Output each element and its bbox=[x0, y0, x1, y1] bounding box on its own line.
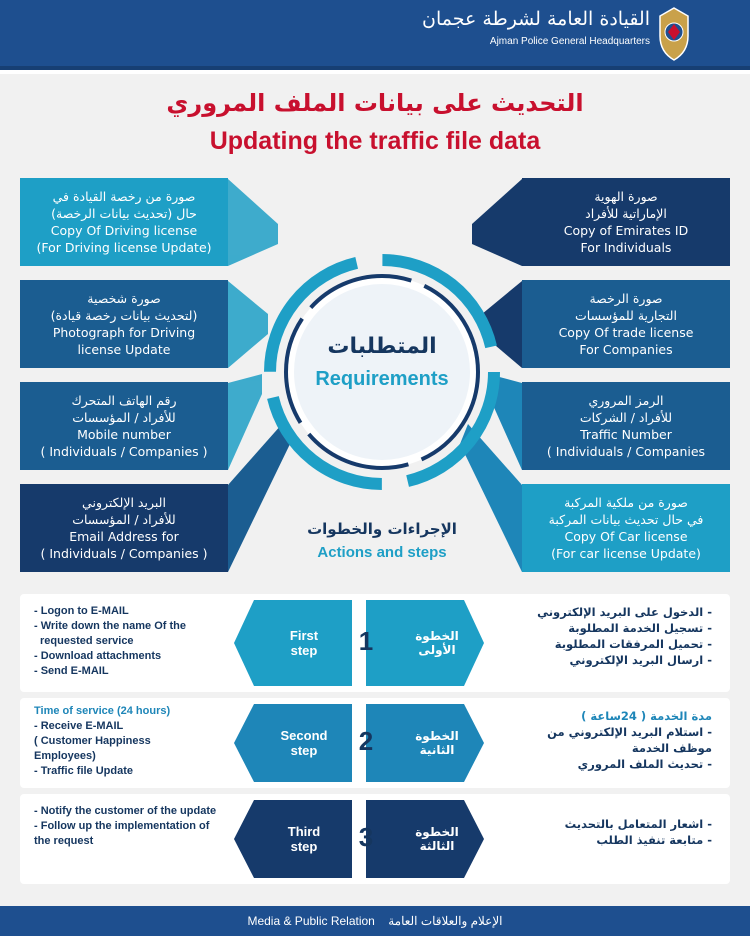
police-emblem-icon bbox=[656, 6, 692, 62]
step-label-line: First bbox=[289, 628, 319, 643]
req-text-ar: للأفراد / المؤسسات bbox=[72, 410, 176, 425]
step-label-line: step bbox=[290, 643, 318, 658]
step-line: - Notify the customer of the update bbox=[34, 805, 217, 817]
req-text-en: Copy of Emirates ID bbox=[563, 223, 689, 238]
requirement-traffic-number bbox=[522, 382, 730, 470]
step-card bbox=[20, 594, 730, 692]
page-title-arabic: التحديث على بيانات الملف المروري bbox=[166, 89, 584, 117]
req-text-ar: صورة الرخصة bbox=[589, 291, 663, 306]
footer-bar bbox=[0, 906, 750, 936]
req-text-ar: للأفراد / المؤسسات bbox=[72, 512, 176, 527]
req-text-en: Traffic Number bbox=[580, 427, 672, 442]
requirements-heading-english: Requirements bbox=[315, 368, 449, 390]
req-text-en: (For car license Update) bbox=[551, 546, 701, 561]
step-label-arabic bbox=[392, 600, 482, 686]
req-text-en: ( Individuals / Companies ) bbox=[40, 444, 208, 459]
actions-heading-english: Actions and steps bbox=[317, 544, 447, 561]
req-text-ar: حال (تحديث بيانات الرخصة) bbox=[51, 206, 197, 221]
step-line: requested service bbox=[40, 635, 134, 647]
actions-heading-arabic: الإجراءات والخطوات bbox=[307, 520, 457, 538]
req-text-ar: صورة شخصية bbox=[87, 291, 161, 306]
step-label-line: الثالثة bbox=[419, 839, 455, 853]
req-text-ar: الإماراتية للأفراد bbox=[585, 206, 667, 221]
step-line: - تحميل المرفقات المطلوبة bbox=[554, 637, 712, 651]
step-label-line: Second bbox=[280, 728, 328, 743]
step-line: - Logon to E-MAIL bbox=[34, 605, 129, 617]
page-title-english: Updating the traffic file data bbox=[209, 127, 541, 155]
step-label-line: الخطوة bbox=[415, 825, 459, 839]
step-english-text bbox=[34, 704, 244, 779]
req-text-en: license Update bbox=[77, 342, 171, 357]
footer-arabic: الإعلام والعلاقات العامة bbox=[388, 914, 503, 928]
requirements-heading-arabic: المتطلبات bbox=[327, 334, 437, 359]
req-text-en: ( Individuals / Companies bbox=[546, 444, 706, 459]
header-bar bbox=[0, 0, 750, 70]
req-text-en: Copy Of Car license bbox=[564, 529, 688, 544]
step-line: - اشعار المتعامل بالتحديث bbox=[564, 817, 712, 831]
requirement-trade-license bbox=[522, 280, 730, 368]
step-card bbox=[20, 698, 730, 788]
step-line: - تحديث الملف المروري bbox=[577, 757, 712, 771]
step-label-arabic bbox=[392, 800, 482, 878]
req-text-en: Email Address for bbox=[69, 529, 179, 544]
step-line: the request bbox=[34, 835, 94, 847]
step-line: - Send E-MAIL bbox=[34, 665, 109, 677]
step-label-line: الخطوة bbox=[415, 729, 459, 743]
req-text-ar: في حال تحديث بيانات المركبة bbox=[548, 512, 704, 527]
req-text-ar: صورة من رخصة القيادة في bbox=[52, 189, 196, 204]
org-name bbox=[422, 8, 650, 47]
step-label-line: Third bbox=[287, 824, 321, 839]
step-line: - Traffic file Update bbox=[34, 765, 134, 777]
org-name-arabic: القيادة العامة لشرطة عجمان bbox=[422, 8, 650, 30]
req-text-ar: صورة من ملكية المركبة bbox=[564, 495, 688, 510]
step-label-line: step bbox=[290, 743, 318, 758]
step-line: - Receive E-MAIL bbox=[34, 720, 124, 732]
step-service-time: Time of service (24 hours) bbox=[34, 705, 171, 717]
step-number: 1 bbox=[358, 626, 374, 656]
req-text-ar: صورة الهوية bbox=[594, 189, 658, 204]
step-english-text bbox=[34, 804, 244, 849]
step-line: - Download attachments bbox=[34, 650, 162, 662]
step-arabic-text bbox=[507, 708, 712, 772]
req-text-en: Copy Of Driving license bbox=[50, 223, 198, 238]
req-text-ar: (لتحديث بيانات رخصة قيادة) bbox=[50, 308, 198, 323]
req-text-en: Mobile number bbox=[77, 427, 171, 442]
step-arabic-text bbox=[507, 604, 712, 668]
req-text-en: For Companies bbox=[579, 342, 673, 357]
step-label-english bbox=[256, 600, 352, 686]
step-line: - استلام البريد الإلكتروني من bbox=[547, 725, 712, 739]
req-text-en: For Individuals bbox=[580, 240, 672, 255]
requirement-car-license bbox=[522, 484, 730, 572]
step-line: - Write down the name Of the bbox=[34, 620, 186, 632]
step-label-line: الأولى bbox=[418, 643, 456, 657]
step-label-line: الثانية bbox=[419, 743, 455, 757]
step-line: Employees) bbox=[34, 750, 96, 762]
infographic-body bbox=[0, 74, 750, 906]
req-text-en: ( Individuals / Companies ) bbox=[40, 546, 208, 561]
footer-english: Media & Public Relation bbox=[247, 914, 375, 928]
step-service-time: مدة الخدمة ( 24ساعة ) bbox=[581, 709, 712, 723]
req-text-en: Photograph for Driving bbox=[52, 325, 196, 340]
step-line: - Follow up the implementation of bbox=[34, 820, 210, 832]
req-text-ar: للأفراد / الشركات bbox=[579, 410, 673, 425]
step-label-line: الخطوة bbox=[415, 629, 459, 643]
step-english-text bbox=[34, 604, 244, 679]
step-line: - متابعة تنفيذ الطلب bbox=[596, 833, 712, 847]
req-text-ar: الرمز المروري bbox=[588, 393, 664, 408]
requirement-mobile-number bbox=[20, 382, 228, 470]
step-line: ( Customer Happiness bbox=[34, 735, 151, 747]
org-name-english: Ajman Police General Headquarters bbox=[489, 36, 650, 47]
req-text-ar: التجارية للمؤسسات bbox=[575, 308, 677, 323]
step-label-line: step bbox=[290, 839, 318, 854]
step-number: 2 bbox=[358, 726, 374, 756]
req-text-ar: البريد الإلكتروني bbox=[82, 495, 166, 510]
step-line: موظف الخدمة bbox=[631, 741, 712, 755]
requirement-email-address bbox=[20, 484, 228, 572]
step-line: - تسجيل الخدمة المطلوبة bbox=[568, 621, 712, 635]
step-label-english bbox=[256, 704, 352, 782]
requirement-driving-license bbox=[20, 178, 228, 266]
step-line: - الدخول على البريد الإلكتروني bbox=[537, 605, 712, 619]
step-label-english bbox=[256, 800, 352, 878]
req-text-ar: رقم الهاتف المتحرك bbox=[71, 393, 177, 408]
req-text-en: Copy Of trade license bbox=[558, 325, 694, 340]
step-card bbox=[20, 794, 730, 884]
step-number: 3 bbox=[358, 822, 374, 852]
req-text-en: (For Driving license Update) bbox=[36, 240, 212, 255]
step-label-arabic bbox=[392, 704, 482, 782]
step-line: - ارسال البريد الإلكتروني bbox=[569, 653, 712, 667]
step-arabic-text bbox=[507, 816, 712, 848]
requirement-photograph bbox=[20, 280, 228, 368]
requirement-emirates-id bbox=[522, 178, 730, 266]
